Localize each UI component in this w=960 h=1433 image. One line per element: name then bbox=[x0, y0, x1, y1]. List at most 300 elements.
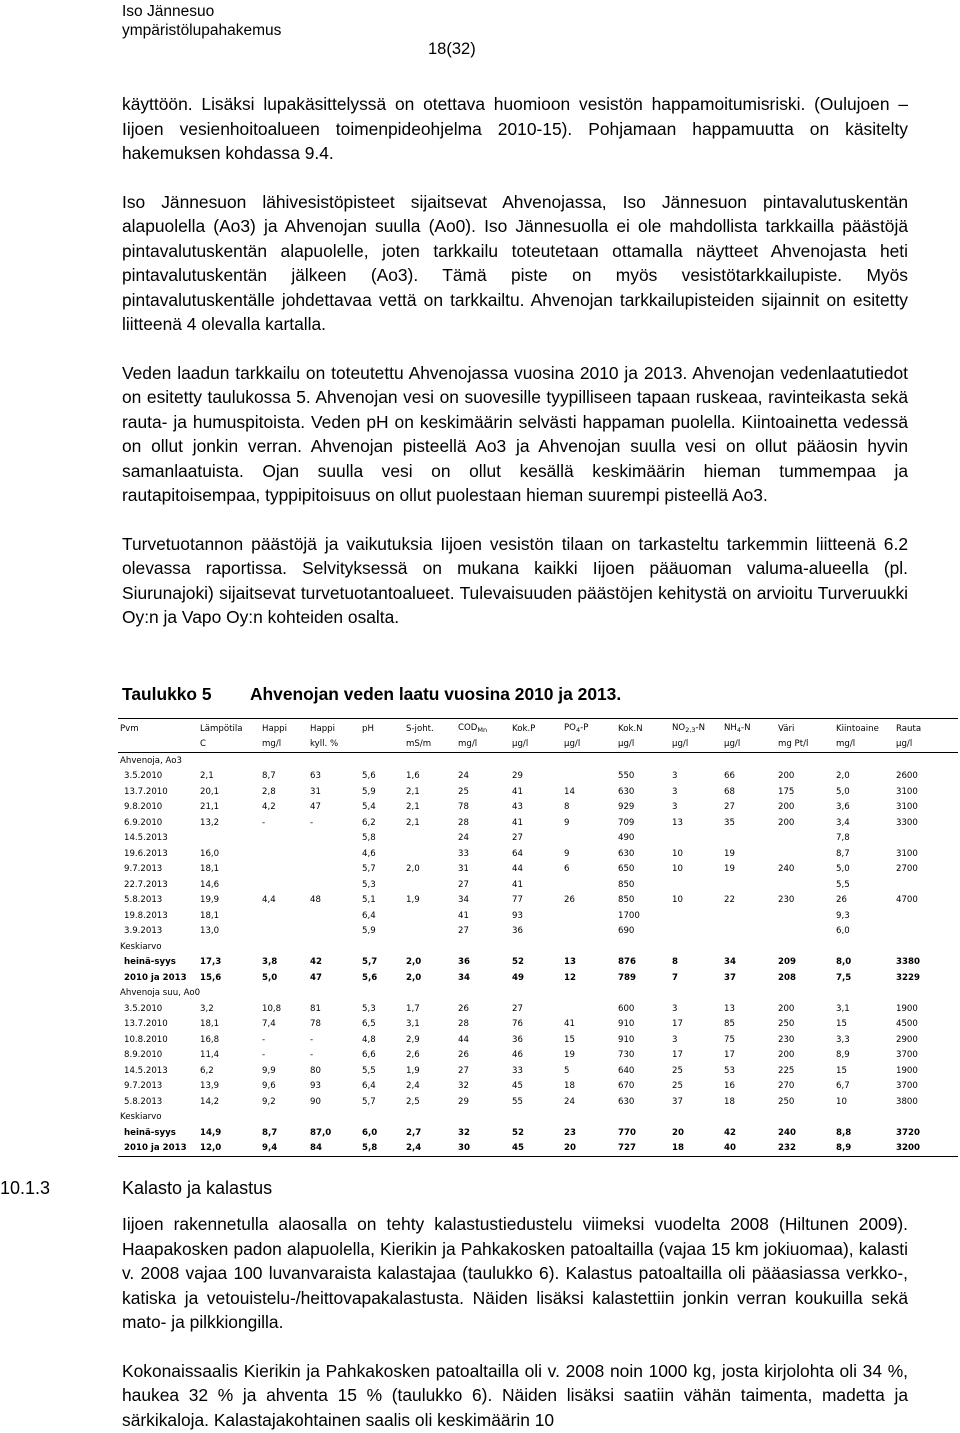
table-cell: 31 bbox=[458, 864, 469, 875]
table-cell: 36 bbox=[512, 1034, 523, 1045]
unit-cell: mg/l bbox=[260, 737, 308, 753]
table-cell: 8 bbox=[672, 957, 678, 968]
table-cell bbox=[894, 877, 958, 893]
water-quality-table bbox=[118, 718, 958, 1157]
table-cell: 81 bbox=[310, 1003, 321, 1014]
table-cell: 42 bbox=[310, 957, 322, 968]
table-cell: 14,9 bbox=[200, 1127, 222, 1138]
table-cell: 19.6.2013 bbox=[124, 848, 168, 859]
table-cell: 2600 bbox=[896, 771, 918, 782]
table-cell: 8,7 bbox=[262, 1127, 278, 1138]
table-cell: 34 bbox=[724, 957, 736, 968]
table-cell: 929 bbox=[618, 802, 635, 813]
table-cell: 490 bbox=[618, 833, 635, 844]
table-cell: 876 bbox=[618, 957, 636, 968]
table-cell: 6.9.2010 bbox=[124, 817, 163, 828]
table-cell: 8,7 bbox=[262, 771, 276, 782]
document-header bbox=[122, 2, 281, 40]
table-cell: 76 bbox=[512, 1019, 523, 1030]
table-cell: 200 bbox=[778, 771, 795, 782]
table-cell: 5,6 bbox=[362, 771, 376, 782]
section-number: 10.1.3 bbox=[0, 1178, 51, 1198]
table-cell: 232 bbox=[776, 1141, 834, 1157]
table-cell: 40 bbox=[722, 1141, 776, 1157]
table-row bbox=[118, 1094, 958, 1110]
table-cell: 6,0 bbox=[362, 1127, 378, 1138]
table-cell: 10,8 bbox=[262, 1003, 282, 1014]
table-cell: 9.7.2013 bbox=[124, 1081, 163, 1092]
table-cell: 19 bbox=[724, 864, 735, 875]
column-header-text: Väri bbox=[778, 723, 795, 734]
table-cell bbox=[562, 769, 616, 785]
average-label: Keskiarvo bbox=[120, 941, 162, 952]
table-cell: 12 bbox=[564, 972, 576, 983]
table-caption-text: Ahvenojan veden laatu vuosina 2010 ja 2013. bbox=[250, 684, 622, 704]
table-cell: 52 bbox=[512, 957, 524, 968]
table-cell bbox=[260, 831, 308, 847]
table-cell: 5.8.2013 bbox=[124, 895, 163, 906]
table-cell: 17 bbox=[672, 1019, 683, 1030]
table-cell bbox=[404, 924, 456, 940]
table-cell: 4,6 bbox=[362, 848, 376, 859]
table-cell: 8,9 bbox=[834, 1141, 894, 1157]
average-label-row bbox=[118, 1110, 958, 1126]
table-cell: 22 bbox=[724, 895, 735, 906]
table-cell: 1700 bbox=[618, 910, 640, 921]
table-cell: 3100 bbox=[896, 786, 918, 797]
table-cell bbox=[776, 924, 834, 940]
table-cell: 44 bbox=[512, 864, 523, 875]
average-row bbox=[118, 955, 958, 971]
unit-cell: mg/l bbox=[456, 737, 510, 753]
column-header-text: S-joht. bbox=[406, 723, 434, 734]
table-cell bbox=[722, 831, 776, 847]
table-cell: 7,5 bbox=[836, 972, 852, 983]
table-cell: 3700 bbox=[896, 1081, 918, 1092]
table-cell bbox=[308, 877, 360, 893]
table-cell bbox=[670, 924, 722, 940]
table-cell: 22.7.2013 bbox=[124, 879, 168, 890]
table-cell: 200 bbox=[778, 802, 795, 813]
table-cell: 34 bbox=[458, 895, 469, 906]
table-cell bbox=[404, 908, 456, 924]
table-cell: 2,7 bbox=[406, 1127, 422, 1138]
table-cell: 8.9.2010 bbox=[124, 1050, 163, 1061]
site-label: Ahvenoja, Ao3 bbox=[120, 755, 182, 766]
column-header-text: Kok.N bbox=[618, 723, 643, 734]
table-cell: 27 bbox=[512, 833, 523, 844]
table-cell: 42 bbox=[724, 1127, 736, 1138]
column-header-text: Pvm bbox=[120, 723, 139, 734]
table-cell: 5,3 bbox=[362, 879, 376, 890]
table-caption-label: Taulukko 5 bbox=[122, 684, 212, 704]
table-cell: 13.7.2010 bbox=[124, 1019, 168, 1030]
table-cell: 200 bbox=[778, 817, 795, 828]
table-cell: 9.7.2013 bbox=[124, 864, 163, 875]
project-name: Iso Jännesuo bbox=[122, 3, 215, 20]
table-cell: 5,0 bbox=[836, 864, 850, 875]
table-cell: 44 bbox=[458, 1034, 469, 1045]
table-cell: 10 bbox=[672, 848, 683, 859]
table-cell: 3700 bbox=[896, 1050, 918, 1061]
column-header-text: PO bbox=[564, 723, 576, 734]
table-cell: 1,6 bbox=[406, 771, 420, 782]
table-cell: 32 bbox=[458, 1127, 470, 1138]
table-cell: 26 bbox=[458, 1050, 469, 1061]
table-cell: 20,1 bbox=[200, 786, 220, 797]
table-cell: 46 bbox=[512, 1050, 523, 1061]
table-cell: 2700 bbox=[896, 864, 918, 875]
table-cell: 13 bbox=[672, 817, 683, 828]
table-cell: 93 bbox=[512, 910, 523, 921]
table-cell: 225 bbox=[778, 1065, 795, 1076]
table-cell: 250 bbox=[778, 1019, 795, 1030]
table-cell: 270 bbox=[778, 1081, 795, 1092]
table-cell: 78 bbox=[310, 1019, 321, 1030]
table-cell: 600 bbox=[618, 1003, 635, 1014]
table-cell: 3.9.2013 bbox=[124, 926, 163, 937]
table-cell: 49 bbox=[512, 972, 524, 983]
table-cell bbox=[776, 831, 834, 847]
table-cell: 2010 ja 2013 bbox=[124, 972, 187, 983]
table-cell: 29 bbox=[512, 771, 523, 782]
table-cell: 2900 bbox=[896, 1034, 918, 1045]
table-row bbox=[118, 862, 958, 878]
average-row bbox=[118, 1141, 958, 1157]
table-cell: 18,1 bbox=[200, 1019, 220, 1030]
table-cell: 1,9 bbox=[406, 895, 420, 906]
table-cell: 24 bbox=[458, 833, 469, 844]
table-cell: 3,1 bbox=[836, 1003, 850, 1014]
column-header-text: COD bbox=[458, 723, 478, 734]
table-cell: 5,9 bbox=[362, 786, 376, 797]
table-cell: 7,8 bbox=[836, 833, 850, 844]
table-cell: 25 bbox=[458, 786, 469, 797]
column-header bbox=[776, 719, 834, 737]
table-cell bbox=[260, 862, 308, 878]
column-header bbox=[308, 719, 360, 737]
table-cell: 7 bbox=[672, 972, 678, 983]
table-cell: 27 bbox=[458, 926, 469, 937]
table-cell: 26 bbox=[458, 1003, 469, 1014]
table-cell: 33 bbox=[458, 848, 469, 859]
table-cell: 17 bbox=[724, 1050, 735, 1061]
table-cell: 200 bbox=[778, 1050, 795, 1061]
table-cell: 730 bbox=[618, 1050, 635, 1061]
table-cell: 5,7 bbox=[362, 1096, 376, 1107]
table-cell: 3 bbox=[672, 771, 678, 782]
table-cell bbox=[198, 831, 260, 847]
table-cell: 5,9 bbox=[362, 926, 376, 937]
table-cell bbox=[722, 877, 776, 893]
table-cell: 27 bbox=[724, 802, 735, 813]
table-row bbox=[118, 800, 958, 816]
table-cell: 8,7 bbox=[836, 848, 850, 859]
table-cell bbox=[562, 908, 616, 924]
table-cell: 3 bbox=[672, 802, 678, 813]
table-cell: 2,0 bbox=[406, 972, 422, 983]
table-cell: 37 bbox=[672, 1096, 683, 1107]
table-cell: 32 bbox=[458, 1081, 469, 1092]
table-cell: 26 bbox=[564, 895, 575, 906]
table-cell: 850 bbox=[618, 895, 635, 906]
table-cell: 200 bbox=[778, 1003, 795, 1014]
table-cell: 209 bbox=[778, 957, 796, 968]
table-cell: 6,5 bbox=[362, 1019, 376, 1030]
table-cell: 14,6 bbox=[200, 879, 220, 890]
table-cell: 5,1 bbox=[362, 895, 376, 906]
table-cell: - bbox=[262, 1050, 266, 1061]
table-cell: 5,5 bbox=[836, 879, 850, 890]
table-cell: - bbox=[262, 1034, 266, 1045]
table-cell: 3.5.2010 bbox=[124, 771, 163, 782]
table-cell: 47 bbox=[310, 802, 321, 813]
table-cell: 250 bbox=[778, 1096, 795, 1107]
table-cell bbox=[722, 924, 776, 940]
table-cell: 7,4 bbox=[262, 1019, 276, 1030]
table-cell: 24 bbox=[564, 1096, 575, 1107]
table-cell: 3 bbox=[672, 1034, 678, 1045]
table-cell: 175 bbox=[778, 786, 795, 797]
table-cell: 2010 ja 2013 bbox=[118, 1141, 198, 1157]
site-row bbox=[118, 753, 958, 769]
table-cell: 640 bbox=[618, 1065, 635, 1076]
table-cell: 8 bbox=[564, 802, 570, 813]
paragraph: Iso Jännesuon lähivesistöpisteet sijaitsevat Ahvenojassa, Iso Jännesuon pintavalutuskentän alapuolella (Ao3) ja Ahvenojan suulla (Ao0). Iso Jännesuolla ei ole mahdollista tarkkailla päästöjä pintavalutuskentän alapuolelle, joten tarkkailu toteutetaan ottamalla näytteet Ahvenojasta heti pintavalutuskentän jälkeen (Ao3). Tämä piste on myös vesistötarkkailupiste. Myös pintavalutuskentälle johdettavaa vettä on tarkkailtu. Ahvenojan tarkkailupisteiden sijainnit on esitetty liitteenä 4 olevalla kartalla. bbox=[122, 191, 908, 334]
average-label-row bbox=[118, 939, 958, 955]
table-cell: heinä-syys bbox=[124, 957, 176, 968]
table-cell: 87,0 bbox=[310, 1127, 332, 1138]
column-header bbox=[360, 719, 404, 737]
table-cell: 36 bbox=[512, 926, 523, 937]
table-cell: 2,1 bbox=[406, 802, 420, 813]
table-cell: 13,9 bbox=[200, 1081, 220, 1092]
unit-cell: kyll. % bbox=[308, 737, 360, 753]
table-cell: 13,2 bbox=[200, 817, 220, 828]
table-cell: 9 bbox=[564, 817, 570, 828]
table-cell: 3,1 bbox=[406, 1019, 420, 1030]
table-cell: 10 bbox=[836, 1096, 847, 1107]
document-type: ympäristölupahakemus bbox=[122, 22, 282, 39]
table-cell: 41 bbox=[512, 879, 523, 890]
table-cell: 9.8.2010 bbox=[124, 802, 163, 813]
unit-cell: µg/l bbox=[510, 737, 562, 753]
table-cell: 27 bbox=[458, 1065, 469, 1076]
unit-cell: µg/l bbox=[722, 737, 776, 753]
table-cell: 18 bbox=[670, 1141, 722, 1157]
table-cell: 5,8 bbox=[362, 833, 376, 844]
table-cell: 789 bbox=[618, 972, 636, 983]
table-cell: 1,7 bbox=[406, 1003, 420, 1014]
table-cell: 8,8 bbox=[836, 1127, 852, 1138]
paragraph: Iijoen rakennetulla alaosalla on tehty kalastustiedustelu viimeksi vuodelta 2008 (Hiltunen 2009). Haapakosken padon alapuolella, Kierikin ja Pahkakosken patoaltailla (vajaa 15 km jokiuomaa), kalasti v. 2008 vajaa 100 luvanvaraista kalastajaa (taulukko 6). Kalastus patoaltailla oli pääasiassa verkko-, katiska ja vetouistelu-/heittovapakalastusta. Näiden lisäksi kalastettiin jonkin verran koukuilla sekä mato- ja pilkkiongilla. bbox=[122, 1214, 908, 1332]
table-cell: 727 bbox=[616, 1141, 670, 1157]
unit-cell bbox=[360, 737, 404, 753]
average-row bbox=[118, 970, 958, 986]
table-cell: 13.7.2010 bbox=[124, 786, 168, 797]
column-header bbox=[670, 719, 722, 737]
table-cell: 2,5 bbox=[406, 1096, 420, 1107]
table-cell bbox=[308, 862, 360, 878]
table-cell: heinä-syys bbox=[124, 1127, 176, 1138]
table-units-row bbox=[118, 737, 958, 753]
table-cell: 240 bbox=[778, 1127, 796, 1138]
table-cell: 6,0 bbox=[836, 926, 850, 937]
table-cell: 8,9 bbox=[836, 1050, 850, 1061]
table-cell: 3 bbox=[672, 786, 678, 797]
table-cell: 12,0 bbox=[198, 1141, 260, 1157]
table-cell: 550 bbox=[618, 771, 635, 782]
table-cell: 4,8 bbox=[362, 1034, 376, 1045]
table-cell: 5,4 bbox=[362, 802, 376, 813]
table-cell: 80 bbox=[310, 1065, 321, 1076]
table-cell: 45 bbox=[512, 1081, 523, 1092]
table-cell: 19,9 bbox=[200, 895, 220, 906]
page-number: 18(32) bbox=[428, 40, 476, 58]
column-header bbox=[404, 719, 456, 737]
column-header-text: pH bbox=[362, 723, 374, 734]
table-cell: 2,0 bbox=[836, 771, 850, 782]
table-cell: 25 bbox=[672, 1065, 683, 1076]
table-cell: 17 bbox=[672, 1050, 683, 1061]
table-cell: 3380 bbox=[896, 957, 920, 968]
table-cell: 6,4 bbox=[362, 910, 376, 921]
table-cell: 9,2 bbox=[262, 1096, 276, 1107]
table-cell: 41 bbox=[512, 817, 523, 828]
column-header-suffix: -N bbox=[695, 723, 706, 734]
unit-cell: mg Pt/l bbox=[776, 737, 834, 753]
table-cell: 2,1 bbox=[406, 786, 420, 797]
table-cell bbox=[562, 877, 616, 893]
table-cell: 28 bbox=[458, 817, 469, 828]
table-cell: 2,9 bbox=[406, 1034, 420, 1045]
column-header bbox=[118, 719, 198, 737]
table-cell: 4500 bbox=[896, 1019, 918, 1030]
table-cell: 3,4 bbox=[836, 817, 850, 828]
table-cell bbox=[722, 908, 776, 924]
unit-cell: µg/l bbox=[670, 737, 722, 753]
table-cell: 2,8 bbox=[262, 786, 276, 797]
table-row bbox=[118, 769, 958, 785]
table-cell: 14.5.2013 bbox=[124, 1065, 168, 1076]
column-header bbox=[562, 719, 616, 737]
table-cell bbox=[894, 908, 958, 924]
table-cell: 5,5 bbox=[362, 1065, 376, 1076]
table-cell: 16 bbox=[724, 1081, 735, 1092]
table-cell: 25 bbox=[672, 1081, 683, 1092]
table-cell bbox=[308, 846, 360, 862]
table-cell: 2,1 bbox=[406, 817, 420, 828]
table-cell bbox=[260, 924, 308, 940]
table-cell: 13 bbox=[724, 1003, 735, 1014]
table-cell: 3300 bbox=[896, 817, 918, 828]
table-cell: 85 bbox=[724, 1019, 735, 1030]
table-cell: 5,7 bbox=[362, 957, 378, 968]
column-header-subscript: Mn bbox=[477, 726, 488, 735]
table-cell bbox=[308, 908, 360, 924]
table-cell: 20 bbox=[672, 1127, 684, 1138]
table-cell: 4,2 bbox=[262, 802, 276, 813]
table-cell: 19 bbox=[724, 848, 735, 859]
table-cell bbox=[404, 846, 456, 862]
table-cell: 55 bbox=[512, 1096, 523, 1107]
table-cell: 2,0 bbox=[406, 864, 420, 875]
table-cell: 3229 bbox=[896, 972, 920, 983]
unit-cell: µg/l bbox=[616, 737, 670, 753]
table-cell: 3 bbox=[672, 1003, 678, 1014]
table-cell: 13 bbox=[564, 957, 576, 968]
column-header bbox=[616, 719, 670, 737]
table-cell: 17,3 bbox=[200, 957, 222, 968]
table-cell: 18 bbox=[564, 1081, 575, 1092]
table-cell: 4,4 bbox=[262, 895, 276, 906]
column-header-text: NH bbox=[724, 723, 737, 734]
table-cell: 709 bbox=[618, 817, 635, 828]
table-cell bbox=[894, 831, 958, 847]
unit-cell: µg/l bbox=[562, 737, 616, 753]
table-header-row bbox=[118, 719, 958, 737]
column-header-text: Rauta bbox=[896, 723, 922, 734]
table-cell: 52 bbox=[512, 1127, 524, 1138]
table-cell: 18,1 bbox=[200, 910, 220, 921]
table-cell: 850 bbox=[618, 879, 635, 890]
paragraph: Turvetuotannon päästöjä ja vaikutuksia Iijoen vesistön tilaan on tarkasteltu tarkemmin liitteenä 6.2 olevassa raportissa. Selvityksessä on mukana kaikki Iijoen pääuoman valuma-alueella (pl. Siurunajoki) sijaitsevat turvetuotantoalueet. Tulevaisuuden päästöjen kehitystä on arvioitu Turveruukki Oy:n ja Vapo Oy:n kohteiden osalta. bbox=[122, 533, 908, 627]
table-cell: 26 bbox=[836, 895, 847, 906]
table-row bbox=[118, 1001, 958, 1017]
table-cell: 5,8 bbox=[360, 1141, 404, 1157]
table-cell: 5 bbox=[564, 1065, 570, 1076]
column-header-text: Lämpötila bbox=[200, 723, 243, 734]
table-cell: 5,0 bbox=[836, 786, 850, 797]
table-cell: 6 bbox=[564, 864, 570, 875]
table-cell: 45 bbox=[510, 1141, 562, 1157]
column-header bbox=[510, 719, 562, 737]
table-cell: 3,8 bbox=[262, 957, 278, 968]
column-header bbox=[834, 719, 894, 737]
table-cell: 14,2 bbox=[200, 1096, 220, 1107]
average-row bbox=[118, 1125, 958, 1141]
table-cell: 10 bbox=[672, 864, 683, 875]
table-cell: - bbox=[262, 817, 266, 828]
table-cell: 66 bbox=[724, 771, 735, 782]
table-cell: 90 bbox=[310, 1096, 321, 1107]
table-cell: 3720 bbox=[896, 1127, 920, 1138]
column-header-suffix: -N bbox=[741, 723, 751, 734]
table-cell bbox=[404, 877, 456, 893]
table-cell: 31 bbox=[310, 786, 321, 797]
column-header bbox=[198, 719, 260, 737]
column-header-suffix: -P bbox=[580, 723, 589, 734]
table-cell: 9,9 bbox=[262, 1065, 276, 1076]
table-cell: 10 bbox=[672, 895, 683, 906]
paragraph: Veden laadun tarkkailu on toteutettu Ahvenojassa vuosina 2010 ja 2013. Ahvenojan vedenlaatutiedot on esitetty taulukossa 5. Ahvenojan vesi on suovesille tyypilliseen tapaan ruskeaa, ravinteikasta sekä rauta- ja humuspitoista. Veden pH on keskimäärin selvästi happaman puolella. Kiintoainetta vedessä on ollut jonkin verran. Ahvenojan pisteellä Ao3 ja Ahvenojan suulla vesi on ollut pääosin hyvin samanlaatuista. Ojan suulla vesi on ollut kesällä keskimäärin hieman tummempaa ja rautapitoisempaa, typpipitoisuus on ollut puolestaan hieman suurempi pisteellä Ao3. bbox=[122, 362, 908, 505]
table-cell: 19 bbox=[564, 1050, 575, 1061]
table-cell: 16,0 bbox=[200, 848, 220, 859]
table-cell: 230 bbox=[778, 1034, 795, 1045]
column-header-text: Happi bbox=[310, 723, 336, 734]
table-cell: 18,1 bbox=[200, 864, 220, 875]
table-cell bbox=[562, 831, 616, 847]
table-cell bbox=[260, 908, 308, 924]
table-cell: 11,4 bbox=[200, 1050, 220, 1061]
table-cell: 2,4 bbox=[406, 1081, 420, 1092]
table-cell: 2,4 bbox=[404, 1141, 456, 1157]
column-header bbox=[894, 719, 958, 737]
table-cell: 48 bbox=[310, 895, 321, 906]
table-cell bbox=[776, 846, 834, 862]
table-row bbox=[118, 784, 958, 800]
table-row bbox=[118, 1017, 958, 1033]
